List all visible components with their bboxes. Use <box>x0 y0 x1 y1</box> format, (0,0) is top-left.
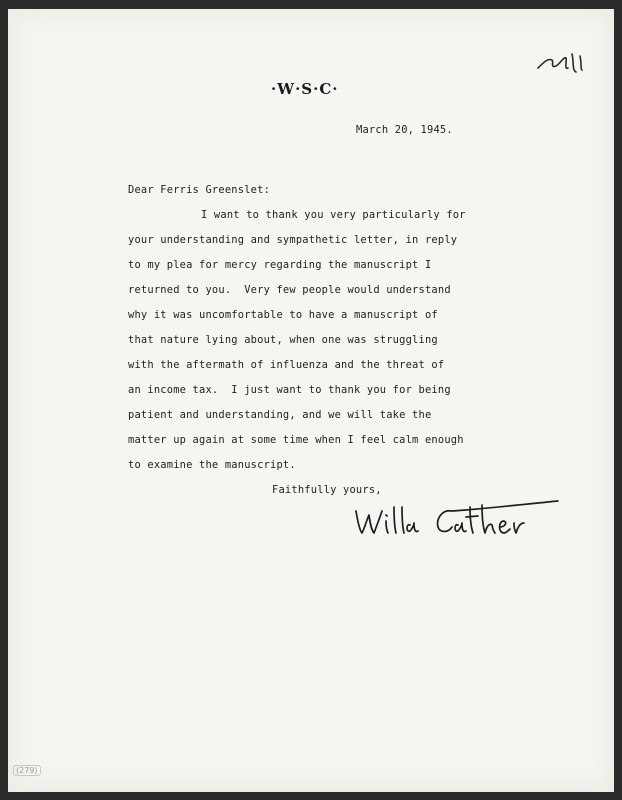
body-line: an income tax. I just want to thank you for being <box>128 384 451 396</box>
body-line: returned to you. Very few people would understand <box>128 284 451 296</box>
letterhead-monogram: ·W·S·C· <box>271 80 339 98</box>
body-line: I want to thank you very particularly for <box>201 209 466 221</box>
body-line: to examine the manuscript. <box>128 459 296 471</box>
body-line: that nature lying about, when one was struggling <box>128 334 438 346</box>
closing: Faithfully yours, <box>272 484 382 496</box>
body-line: patient and understanding, and we will take the <box>128 409 432 421</box>
body-line: to my plea for mercy regarding the manuscript I <box>128 259 432 271</box>
body-line: with the aftermath of influenza and the threat of <box>128 359 445 371</box>
signature <box>352 497 562 547</box>
body-line: why it was uncomfortable to have a manuscript of <box>128 309 438 321</box>
letter-date: March 20, 1945. <box>356 124 453 136</box>
salutation: Dear Ferris Greenslet: <box>128 184 271 196</box>
letter-page <box>8 9 614 792</box>
body-line: your understanding and sympathetic letter, in reply <box>128 234 458 246</box>
page-stamp: (279) <box>13 765 41 776</box>
handwritten-annotation <box>534 48 594 78</box>
body-line: matter up again at some time when I feel calm enough <box>128 434 464 446</box>
